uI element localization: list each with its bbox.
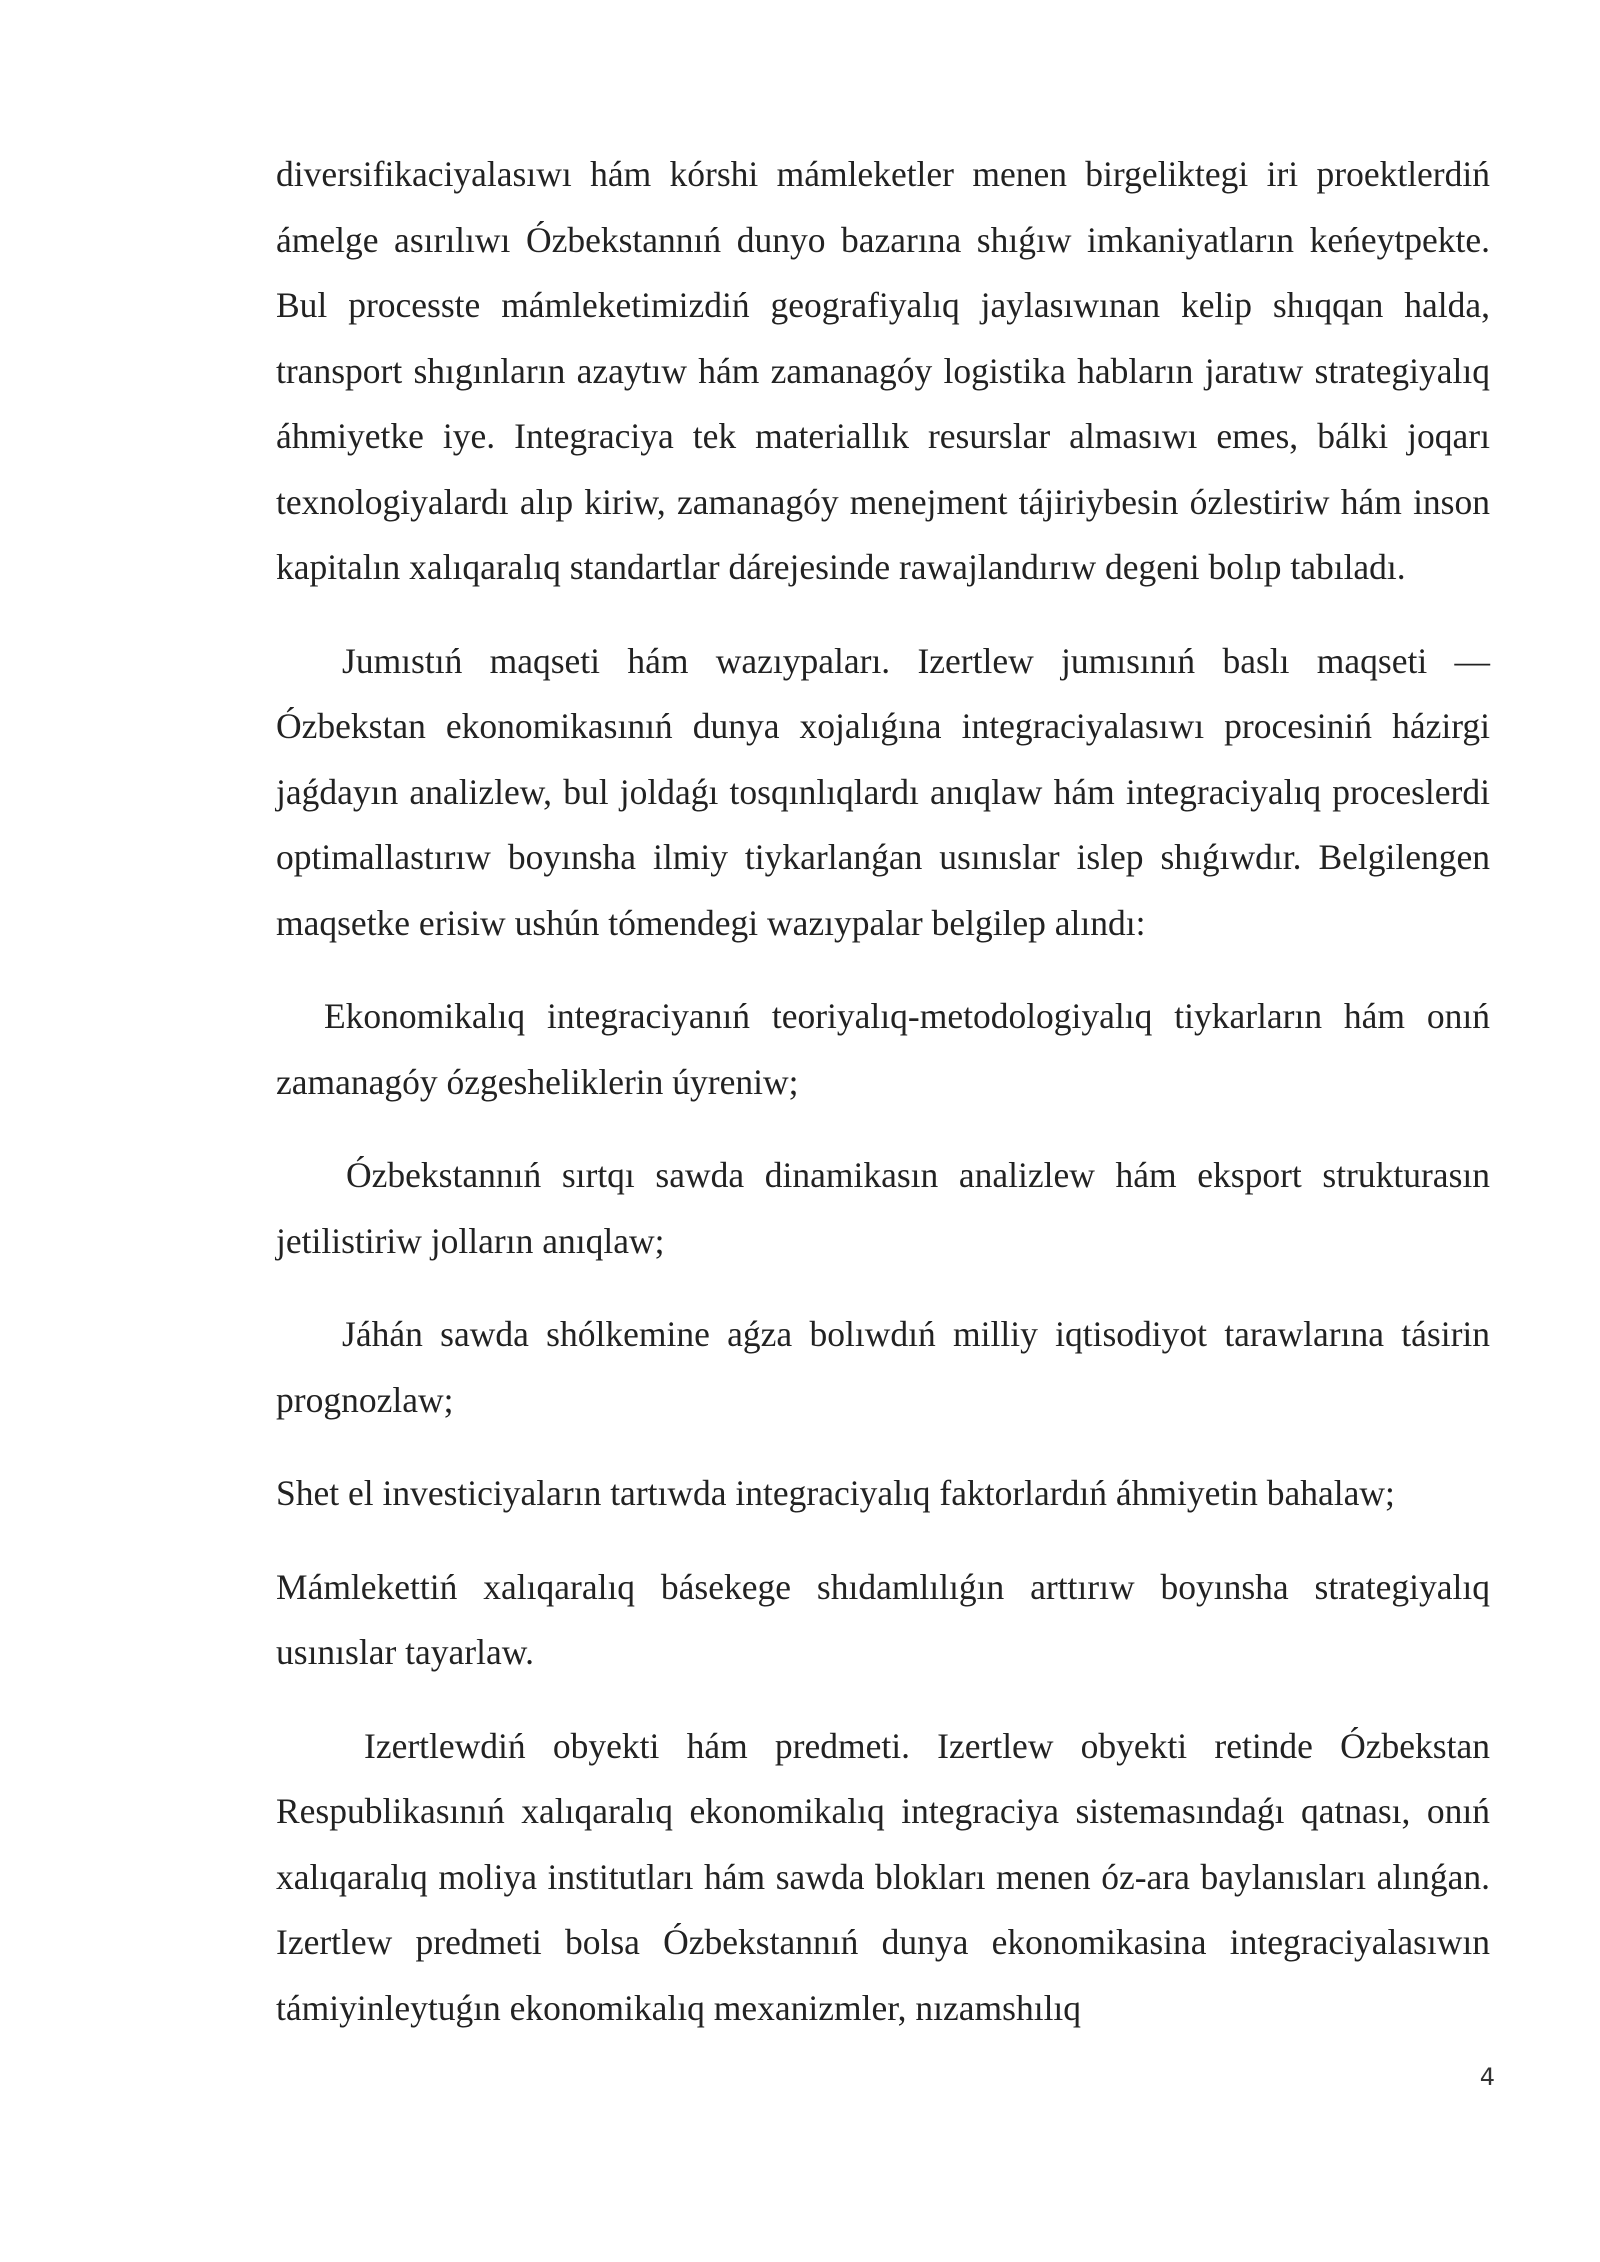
page-number: 4 bbox=[1479, 2063, 1495, 2091]
task-item-wto: Jáhán sawda shólkemine aǵza bolıwdıń milliy iqtisodiyot tarawlarına tásirin prognozlaw; bbox=[276, 1314, 1490, 1420]
paragraph-intro-continuation: diversifikaciyalasıwı hám kórshi mámleketler menen birgeliktegi iri proektlerdiń ámelge asırılıwı Ózbekstannıń dunyo bazarına shıǵıw imkaniyatların keńeytpekte. Bul processte mámleketimizdiń geografiyalıq jaylasıwınan kelip shıqqan halda, transport shıgınların azaytıw hám zamanagóy logistika habların jaratıw strategiyalıq áhmiyetke iye. Integraciya tek materiallık resurslar almasıwı emes, bálki joqarı texnologiyalardı alıp kiriw, zamanagóy menejment tájiriybesin ózlestiriw hám inson kapitalın xalıqaralıq standartlar dárejesinde rawajlandırıw degeni bolıp tabıladı. bbox=[276, 154, 1490, 587]
paragraph-goals-and-tasks: Jumıstıń maqseti hám wazıypaları. Izertlew jumısınıń baslı maqseti — Ózbekstan ekonomikasınıń dunya xojalıǵına integraciyalasıwı procesiniń házirgi jaǵdayın analizlew, bul joldaǵı tosqınlıqlardı anıqlaw hám integraciyalıq proceslerdi optimallastırıw boyınsha ilmiy tiykarlanǵan usınıslar islep shıǵıwdır. Belgilengen maqsetke erisiw ushún tómendegi wazıypalar belgilep alındı: bbox=[276, 640, 1490, 943]
task-item-foreign-trade: Ózbekstannıń sırtqı sawda dinamikasın analizlew hám eksport strukturasın jetilistiriw jolların anıqlaw; bbox=[276, 1155, 1490, 1261]
paragraph-object-and-subject: Izertlewdiń obyekti hám predmeti. Izertlew obyekti retinde Ózbekstan Respublikasınıń xalıqaralıq ekonomikalıq integraciya sistemasındaǵı qatnası, onıń xalıqaralıq moliya institutları hám sawda blokları menen óz-ara baylanısları alınǵan. Izertlew predmeti bolsa Ózbekstannıń dunya ekonomikasina integraciyalasıwın támiyinleytuǵın ekonomikalıq mexanizmler, nızamshılıq bbox=[276, 1725, 1490, 2028]
task-item-competitiveness: Mámlekettiń xalıqaralıq básekege shıdamlılıǵın arttırıw boyınsha strategiyalıq usınıslar tayarlaw. bbox=[276, 1566, 1490, 1672]
body-text bbox=[276, 142, 1490, 2069]
task-item-theory: Ekonomikalıq integraciyanıń teoriyalıq-metodologiyalıq tiykarların hám onıń zamanagóy ózgesheliklerin úyreniw; bbox=[276, 996, 1490, 1102]
task-item-investments: Shet el investiciyaların tartıwda integraciyalıq faktorlardıń áhmiyetin bahalaw; bbox=[276, 1473, 1395, 1513]
